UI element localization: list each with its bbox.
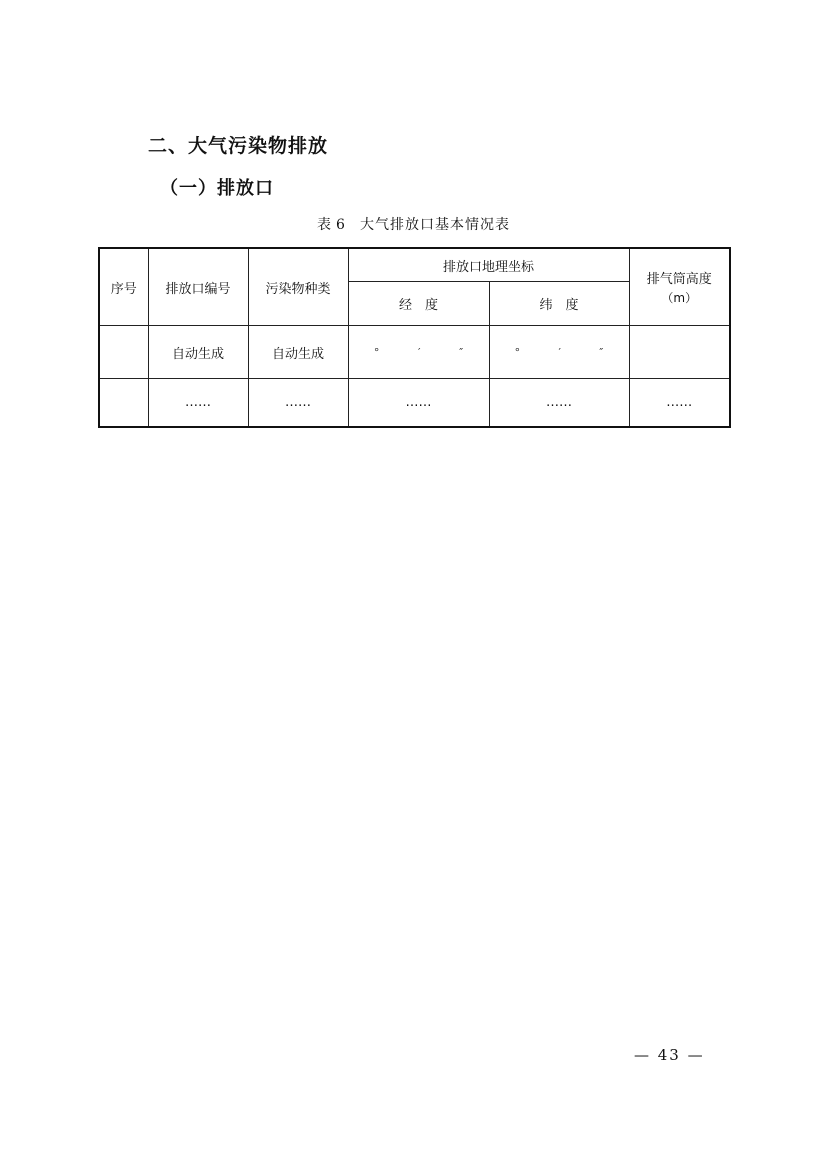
table-caption [0,214,827,234]
row2-seq [99,379,148,428]
row1-stack-height [629,326,730,379]
lat-second-mark: ″ [599,345,604,359]
section-heading: 二、大气污染物排放 [148,135,329,157]
page-number: — 43 — [634,1046,705,1064]
header-longitude: 经 度 [348,282,489,326]
row1-pollutant: 自动生成 [248,326,348,379]
row1-outlet-id: 自动生成 [148,326,248,379]
row2-latitude: …… [489,379,629,428]
lat-minute-mark: ′ [558,345,561,359]
caption-title: 大气排放口基本情况表 [359,217,510,233]
outlet-table [98,247,731,428]
caption-label: 表 [317,217,333,233]
subsection-heading: （一）排放口 [160,178,274,199]
header-geo-coordinates: 排放口地理坐标 [348,248,629,282]
row1-longitude [348,326,489,379]
row2-longitude: …… [348,379,489,428]
lon-second-mark: ″ [459,345,464,359]
row2-outlet-id: …… [148,379,248,428]
row2-stack-height: …… [629,379,730,428]
row1-seq [99,326,148,379]
row1-latitude [489,326,629,379]
header-pollutant: 污染物种类 [248,248,348,326]
lon-degree-mark: ° [373,345,380,359]
row2-pollutant: …… [248,379,348,428]
header-stack-height-label: 排气筒高度 [646,272,712,287]
header-seq: 序号 [99,248,148,326]
header-outlet-id: 排放口编号 [148,248,248,326]
lat-degree-mark: ° [514,345,521,359]
header-stack-height-unit: （m） [661,291,698,305]
caption-number: 6 [336,217,346,233]
header-stack-height [629,248,730,326]
lon-minute-mark: ′ [417,345,421,359]
header-latitude: 纬 度 [489,282,629,326]
